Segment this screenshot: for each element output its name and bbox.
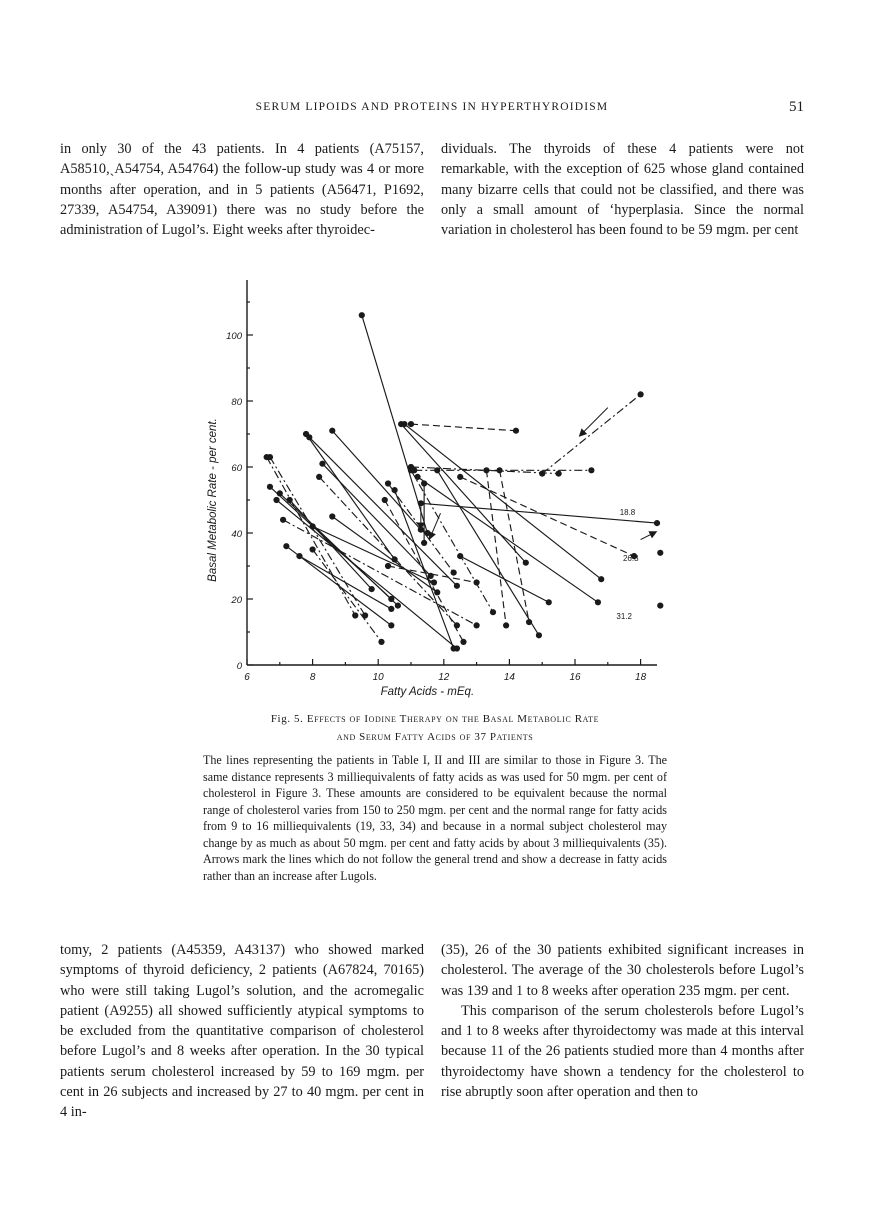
series-line — [267, 484, 395, 602]
data-point — [369, 586, 375, 592]
series-segment — [283, 520, 477, 626]
series-segment — [332, 431, 421, 530]
x-tick-label: 18 — [635, 672, 647, 683]
data-point — [539, 471, 545, 477]
series-line — [408, 467, 496, 615]
x-tick-label: 16 — [569, 672, 581, 683]
data-point — [385, 480, 391, 486]
data-point — [474, 622, 480, 628]
data-point — [588, 467, 594, 473]
data-point — [451, 645, 457, 651]
series-segment — [401, 424, 526, 563]
data-point — [654, 520, 660, 526]
data-point — [392, 487, 398, 493]
data-point — [283, 543, 289, 549]
paragraph: dividuals. The thyroids of these 4 patients were not remarkable, with the exception of 625 whose gland contained many bizarre cells that could not be classified, and there was only a small amount of ʻhyperplasia. Since the normal variation in cholesterol has been found to be 59 mgm. per cent — [441, 141, 804, 239]
text-column-top-right — [441, 139, 804, 240]
series-line — [398, 421, 529, 566]
data-point — [296, 553, 302, 559]
data-point — [411, 467, 417, 473]
data-point — [460, 639, 466, 645]
y-axis-label: Basal Metabolic Rate - per cent. — [207, 418, 219, 582]
x-tick-label: 14 — [503, 672, 515, 683]
data-point — [657, 603, 663, 609]
paragraph: tomy, 2 patients (A45359, A43137) who showed marked symptoms of thyroid deficiency, 2 patients (A67824, 70165) who were still taking Lugol’s solution, and the acromegalic patient (A9255) all showed sufficiently atypical symptoms to be excluded from the quantitative comparison of cholesterol before Lugol’s and 8 weeks after operation. In the 30 typical patients serum cholesterol increased by 59 to 169 mgm. per cent in 26 subjects and increased by 27 to 40 mgm. per cent in 4 in- — [60, 942, 424, 1121]
data-point — [536, 632, 542, 638]
series-line — [408, 421, 519, 434]
data-point — [503, 622, 509, 628]
off-scale-label: 31.2 — [616, 611, 632, 621]
data-point — [454, 583, 460, 589]
series-line — [496, 467, 532, 625]
data-point — [408, 421, 414, 427]
series-line — [539, 391, 644, 476]
data-point — [546, 599, 552, 605]
series-line — [296, 553, 394, 612]
off-scale-label: 18.8 — [619, 507, 636, 517]
series-segment — [313, 550, 382, 642]
series-line — [310, 546, 385, 645]
data-point — [418, 527, 424, 533]
data-point — [378, 639, 384, 645]
data-point — [329, 513, 335, 519]
data-point — [595, 599, 601, 605]
data-point — [483, 467, 489, 473]
page-number: 51 — [789, 99, 804, 115]
series-segment — [418, 477, 598, 602]
y-tick-label: 100 — [226, 331, 242, 342]
data-point — [329, 428, 335, 434]
paragraph: (35), 26 of the 30 patients exhibited significant increases in cholesterol. The average of the 30 cholesterols before Lugol’s was 139 and 1 to 8 weeks after operation 235 mgm. per cent. — [441, 942, 804, 999]
series-line — [329, 428, 424, 533]
series-line — [264, 454, 359, 619]
trend-arrow — [641, 533, 654, 540]
data-point — [267, 484, 273, 490]
series-segment — [306, 434, 395, 559]
data-point — [414, 474, 420, 480]
x-tick-label: 6 — [244, 672, 250, 683]
data-point — [598, 576, 604, 582]
caption-paragraph: The lines representing the patients in Table I, II and III are similar to those in Figure 3. The same distance represents 3 milliequivalents of fatty acids as was used for 50 mgm. per cent of cholesterol in Figure 3. These amounts are considered to be equivalent because the normal range of cholesterol varies from 150 to 250 mgm. per cent and the normal range for fatty acids from 9 to 16 milliequivalents (19, 33, 34) and because in a normal subject cholesterol may change by as much as about 50 mgm. per cent and fatty acids by about 3 milliequivalents (35). Arrows mark the lines which do not follow the general trend and show a decrease in fatty acids rather than an increase after Lugols. — [203, 753, 667, 883]
off-scale-label: 26.3 — [622, 554, 639, 564]
figure-number: Fig. 5. — [270, 713, 304, 725]
y-tick-label: 0 — [236, 661, 242, 672]
data-point — [280, 517, 286, 523]
series-segment — [309, 437, 457, 586]
series-segment — [404, 424, 601, 579]
data-point — [388, 596, 394, 602]
series-segment — [460, 556, 549, 602]
data-point — [267, 454, 273, 460]
data-point — [523, 560, 529, 566]
series-segment — [542, 394, 640, 473]
data-point — [496, 467, 502, 473]
data-point — [490, 609, 496, 615]
trend-arrow — [582, 408, 608, 434]
data-point — [385, 563, 391, 569]
data-point — [359, 312, 365, 318]
data-point — [657, 550, 663, 556]
y-tick-label: 60 — [231, 463, 242, 474]
series-segment — [267, 457, 356, 615]
data-point — [395, 603, 401, 609]
data-point — [638, 391, 644, 397]
data-point — [388, 606, 394, 612]
y-tick-label: 40 — [231, 529, 242, 540]
data-point — [424, 530, 430, 536]
x-tick-label: 12 — [438, 672, 450, 683]
text-column-bottom-left — [60, 940, 424, 1123]
series-segment — [411, 424, 516, 431]
x-tick-label: 10 — [372, 672, 384, 683]
data-point — [457, 474, 463, 480]
data-point — [431, 579, 437, 585]
figure-title-line2: and Serum Fatty Acids of 37 Patients — [336, 731, 534, 743]
data-point — [421, 540, 427, 546]
data-point — [310, 546, 316, 552]
data-point — [319, 461, 325, 467]
data-point — [513, 428, 519, 434]
y-tick-label: 80 — [231, 397, 242, 408]
x-tick-label: 8 — [309, 672, 316, 683]
series-line — [483, 467, 509, 628]
series-line — [401, 421, 604, 582]
paragraph: This comparison of the serum cholesterols before Lugol’s and 1 to 8 weeks after thyroidectomy was made at this interval because 11 of the 26 patients studied more than 4 months after thyroidectomy have shown a tendency for the cholesterol to rise abruptly soon after operation and then to — [441, 1002, 804, 1101]
data-point — [457, 553, 463, 559]
series-segment — [270, 487, 391, 599]
data-point — [273, 497, 279, 503]
figure-caption-body — [203, 752, 667, 884]
figure-5-chart — [200, 280, 670, 700]
data-point — [316, 474, 322, 480]
running-head — [60, 101, 804, 121]
data-point — [451, 570, 457, 576]
data-point — [352, 612, 358, 618]
data-point — [401, 421, 407, 427]
data-point — [382, 497, 388, 503]
figure-caption-title — [203, 713, 667, 725]
data-point — [418, 500, 424, 506]
running-title: SERUM LIPOIDS AND PROTEINS IN HYPERTHYROIDISM — [255, 101, 609, 113]
series-segment — [270, 457, 365, 615]
y-tick-label: 20 — [231, 595, 242, 606]
series-line — [306, 434, 460, 589]
trend-arrow — [431, 513, 441, 536]
x-axis-label: Fatty Acids - mEq. — [380, 686, 475, 698]
series-segment — [437, 470, 539, 635]
data-point — [303, 431, 309, 437]
data-point — [421, 480, 427, 486]
text-column-bottom-right — [441, 940, 804, 1102]
data-point — [388, 622, 394, 628]
text-column-top-left — [60, 139, 424, 240]
series-segment — [500, 470, 530, 622]
data-point — [526, 619, 532, 625]
paragraph: in only 30 of the 43 patients. In 4 patients (A75157, A58510,ˏA54754, A54764) the follow-up study was 4 or more months after operation, and in 5 patients (A56471, P1692, 27339, A54754, A39091) there was no study before the administration of Lugol’s. Eight weeks after thyroidec- — [60, 141, 424, 239]
series-segment — [460, 477, 634, 556]
data-point — [474, 579, 480, 585]
figure-title-line1: Effects of Iodine Therapy on the Basal Metabolic Rate — [306, 713, 600, 725]
data-point — [556, 471, 562, 477]
